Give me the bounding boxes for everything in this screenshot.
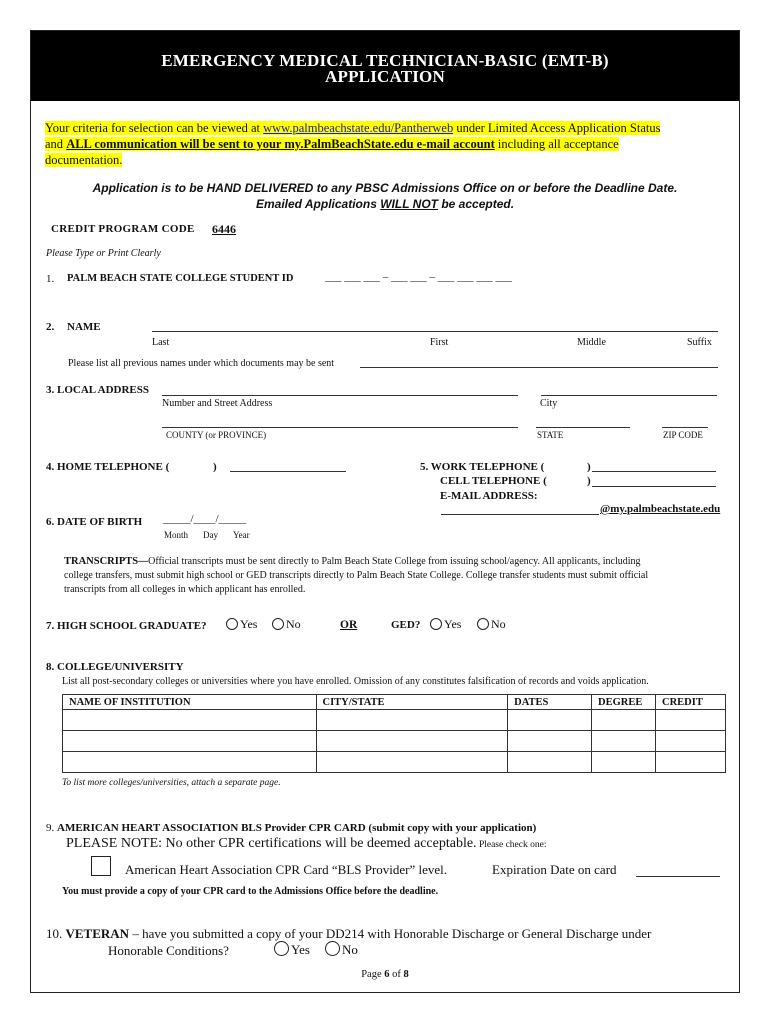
email-label: E-MAIL ADDRESS:: [440, 490, 538, 502]
work-phone-field[interactable]: [592, 471, 716, 472]
city-field[interactable]: [541, 395, 717, 396]
q1-number: 1.: [46, 273, 55, 285]
zip-field[interactable]: [662, 427, 708, 428]
veteran-yes-option[interactable]: Yes: [274, 941, 310, 958]
table-cell[interactable]: [63, 752, 317, 773]
cpr-label: 9. AMERICAN HEART ASSOCIATION BLS Provider CPR CARD (submit copy with your application): [46, 822, 537, 834]
county-caption: COUNTY (or PROVINCE): [166, 430, 267, 440]
cell-phone-label: CELL TELEPHONE (: [440, 475, 547, 487]
veteran-yes-radio[interactable]: [274, 941, 289, 956]
zip-caption: ZIP CODE: [663, 430, 703, 440]
criteria-line2: and ALL communication will be sent to your my.PalmBeachState.edu e-mail account including all acceptance: [45, 137, 619, 151]
college-label: 8. COLLEGE/UNIVERSITY: [46, 661, 184, 673]
dob-day-caption: Day: [203, 530, 218, 540]
cpr-note: PLEASE NOTE: No other CPR certifications will be deemed acceptable. Please check one:: [66, 836, 547, 851]
hs-no-option[interactable]: No: [272, 617, 301, 632]
cpr-expiration-label: Expiration Date on card: [492, 862, 617, 877]
cpr-must-note: You must provide a copy of your CPR card to the Admissions Office before the deadline.: [62, 886, 439, 897]
pantherweb-link[interactable]: www.palmbeachstate.edu/Pantherweb: [263, 121, 454, 135]
criteria-line1: Your criteria for selection can be viewed at www.palmbeachstate.edu/Pantherweb under Limited Access Application Status: [45, 121, 661, 135]
hs-yes-option[interactable]: Yes: [226, 617, 257, 632]
name-field[interactable]: [152, 331, 718, 332]
table-cell[interactable]: [592, 710, 656, 731]
cpr-expiration-field[interactable]: [636, 876, 720, 877]
previous-names-field[interactable]: [360, 367, 718, 368]
street-caption: Number and Street Address: [162, 398, 273, 409]
table-cell[interactable]: [508, 752, 592, 773]
form-subtitle: APPLICATION: [325, 67, 445, 86]
table-cell[interactable]: [63, 710, 317, 731]
table-cell[interactable]: [316, 752, 508, 773]
student-id-label: PALM BEACH STATE COLLEGE STUDENT ID: [67, 273, 294, 284]
transcripts-line2: college transfers, must submit high school or GED transcripts directly to Palm Beach State College. College transfer students must submit official: [64, 570, 649, 581]
name-label: NAME: [67, 321, 101, 333]
table-cell[interactable]: [316, 710, 508, 731]
ged-yes-radio[interactable]: [430, 618, 442, 630]
work-phone-label: 5. WORK TELEPHONE (: [420, 461, 545, 473]
column-header: CITY/STATE: [316, 695, 508, 710]
local-address-label: 3. LOCAL ADDRESS: [46, 384, 150, 396]
form-title: EMERGENCY MEDICAL TECHNICIAN-BASIC (EMT-B): [161, 51, 609, 70]
cpr-card-label: American Heart Association CPR Card “BLS Provider” level.: [125, 862, 448, 877]
name-suffix-caption: Suffix: [687, 337, 712, 348]
table-cell[interactable]: [508, 731, 592, 752]
email-field[interactable]: [441, 514, 599, 515]
college-table: [62, 694, 726, 773]
ged-no-option[interactable]: No: [477, 617, 506, 632]
delivery-line1: Application is to be HAND DELIVERED to any PBSC Admissions Office on or before the Deadline Date.: [92, 181, 678, 195]
delivery-line2: Emailed Applications WILL NOT be accepted.: [255, 197, 515, 211]
hs-yes-radio[interactable]: [226, 618, 238, 630]
table-row: [63, 731, 726, 752]
hs-graduate-label: 7. HIGH SCHOOL GRADUATE?: [46, 620, 207, 632]
transcripts-line1: TRANSCRIPTS—Official transcripts must be sent directly to Palm Beach State College from issuing school/agency. All applicants, including: [64, 556, 641, 567]
hs-no-radio[interactable]: [272, 618, 284, 630]
cell-phone-field[interactable]: [592, 486, 716, 487]
program-code-value: 6446: [212, 222, 236, 236]
criteria-line3: documentation.: [45, 153, 123, 167]
city-caption: City: [540, 398, 558, 409]
table-cell[interactable]: [508, 710, 592, 731]
table-cell[interactable]: [656, 731, 726, 752]
home-phone-field[interactable]: [230, 471, 346, 472]
table-cell[interactable]: [63, 731, 317, 752]
table-row: [63, 710, 726, 731]
column-header: DATES: [508, 695, 592, 710]
work-phone-paren: ): [587, 461, 591, 473]
home-phone-label: 4. HOME TELEPHONE (: [46, 461, 170, 473]
name-last-caption: Last: [152, 337, 170, 348]
veteran-line2: Honorable Conditions?: [108, 943, 229, 958]
veteran-line1: 10. VETERAN – have you submitted a copy of your DD214 with Honorable Discharge or General Discharge under: [46, 926, 652, 941]
cell-phone-paren: ): [587, 475, 591, 487]
college-table-header: [63, 695, 726, 710]
column-header: DEGREE: [592, 695, 656, 710]
dob-year-caption: Year: [233, 530, 250, 540]
state-caption: STATE: [537, 430, 564, 440]
college-instruction: List all post-secondary colleges or universities where you have enrolled. Omission of any constitutes falsification of records and voids application.: [62, 676, 649, 687]
communication-note: ALL communication will be sent to your my.PalmBeachState.edu e-mail account: [66, 137, 495, 151]
name-middle-caption: Middle: [577, 337, 606, 348]
dob-label: 6. DATE OF BIRTH: [46, 516, 143, 528]
student-id-field[interactable]: ___ ___ ___ – ___ ___ – ___ ___ ___ ___: [325, 271, 512, 283]
home-phone-paren: ): [213, 461, 217, 473]
q2-number: 2.: [46, 321, 55, 333]
ged-no-radio[interactable]: [477, 618, 489, 630]
transcripts-line3: transcripts from all colleges in which applicant has enrolled.: [64, 584, 306, 595]
column-header: NAME OF INSTITUTION: [63, 695, 317, 710]
dob-month-caption: Month: [164, 530, 189, 540]
veteran-no-radio[interactable]: [325, 941, 340, 956]
county-field[interactable]: [162, 427, 518, 428]
dob-field[interactable]: _____/____/_____: [163, 513, 247, 525]
veteran-no-option[interactable]: No: [325, 941, 358, 958]
page-number: Page 6 of 8: [361, 969, 409, 980]
cpr-card-checkbox[interactable]: [91, 856, 111, 876]
table-cell[interactable]: [316, 731, 508, 752]
table-cell[interactable]: [592, 752, 656, 773]
street-address-field[interactable]: [162, 395, 518, 396]
type-print-note: Please Type or Print Clearly: [46, 248, 161, 259]
email-domain: @my.palmbeachstate.edu: [600, 503, 721, 515]
state-field[interactable]: [536, 427, 630, 428]
or-label: OR: [340, 619, 358, 631]
ged-label: GED?: [391, 619, 421, 631]
previous-names-label: Please list all previous names under which documents may be sent: [68, 358, 335, 369]
column-header: CREDIT: [656, 695, 726, 710]
table-cell[interactable]: [656, 752, 726, 773]
table-cell[interactable]: [592, 731, 656, 752]
college-more-note: To list more colleges/universities, attach a separate page.: [62, 778, 281, 788]
name-first-caption: First: [430, 337, 449, 348]
table-row: [63, 752, 726, 773]
form-header: [31, 31, 739, 101]
program-code-label: CREDIT PROGRAM CODE: [51, 223, 195, 235]
ged-yes-option[interactable]: Yes: [430, 617, 461, 632]
table-cell[interactable]: [656, 710, 726, 731]
